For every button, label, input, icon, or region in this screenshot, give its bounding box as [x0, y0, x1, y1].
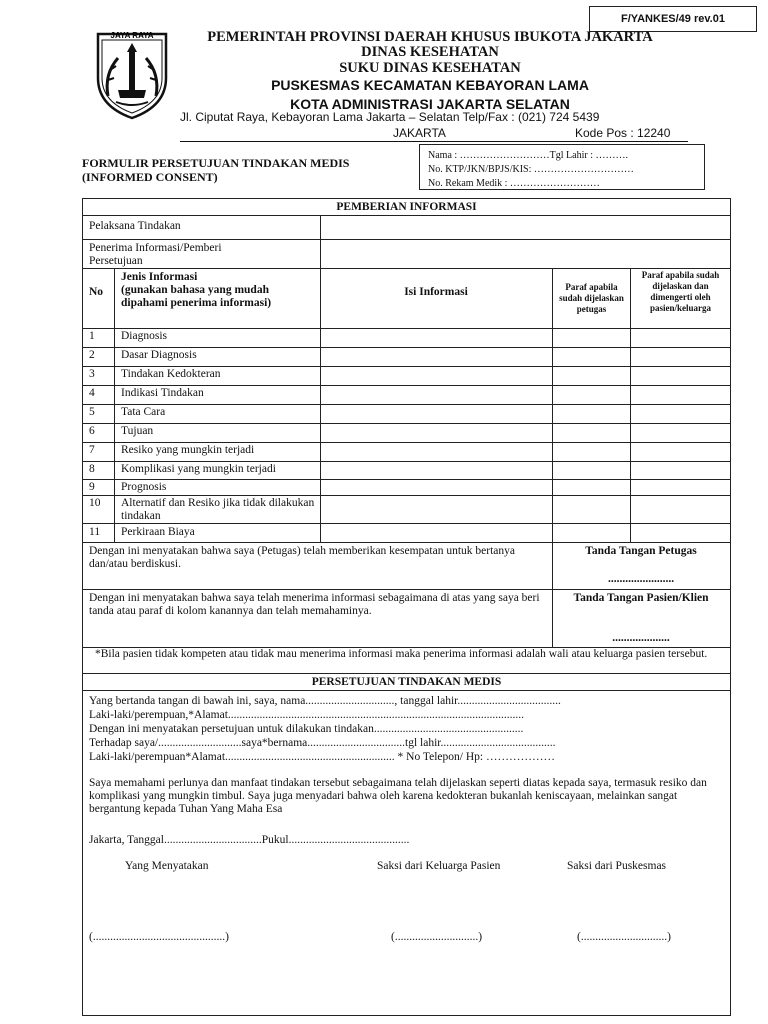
- header-city: JAKARTA: [393, 126, 446, 140]
- ttd-pasien-label: Tanda Tangan Pasien/Klien: [573, 592, 709, 604]
- header-line-1: PEMERINTAH PROVINSI DAERAH KHUSUS IBUKOTA JAKARTA: [207, 29, 653, 45]
- header-line-2: DINAS KESEHATAN: [361, 44, 499, 60]
- consent-line-5[interactable]: Laki-laki/perempuan*Alamat........................................................... * No Telepon/ Hp: ………………: [89, 751, 555, 763]
- row-no: 4: [89, 387, 95, 399]
- logo-text: JAYA RAYA: [110, 31, 154, 40]
- col-jenis-note: (gunakan bahasa yang mudah dipahami penerima informasi): [121, 284, 272, 309]
- header-line-5: KOTA ADMINISTRASI JAKARTA SELATAN: [290, 96, 570, 112]
- form-title: FORMULIR PERSETUJUAN TINDAKAN MEDIS: [82, 156, 350, 170]
- col-no-header: No: [89, 286, 104, 298]
- ttd-petugas-label: Tanda Tangan Petugas: [585, 545, 697, 557]
- row-label-tujuan: Tujuan: [121, 425, 154, 437]
- info-section-title: PEMBERIAN INFORMASI: [336, 201, 477, 213]
- patient-record-field[interactable]: No. Rekam Medik : ………………………: [428, 178, 600, 189]
- consent-section-title: PERSETUJUAN TINDAKAN MEDIS: [311, 676, 502, 688]
- row-label-biaya: Perkiraan Biaya: [121, 526, 195, 538]
- col-isi-header: Isi Informasi: [404, 286, 468, 298]
- header-address: Jl. Ciputat Raya, Kebayoran Lama Jakarta – Selatan Telp/Fax : (021) 724 5439: [180, 110, 600, 124]
- row-no: 1: [89, 330, 95, 342]
- row-no: 7: [89, 444, 95, 456]
- ttd-petugas-line[interactable]: .......................: [607, 573, 675, 585]
- row-no: 8: [89, 463, 95, 475]
- row-no: 2: [89, 349, 95, 361]
- sig-saksi-puskesmas-label: Saksi dari Puskesmas: [567, 860, 667, 872]
- penerima-label: Penerima Informasi/Pemberi Persetujuan: [89, 242, 222, 267]
- date-place-line[interactable]: Jakarta, Tanggal..................................Pukul..........................................: [89, 834, 410, 846]
- row-label-alternatif: Alternatif dan Resiko jika tidak dilakukan tindakan: [121, 497, 315, 522]
- row-no: 5: [89, 406, 95, 418]
- statement-pasien: Dengan ini menyatakan bahwa saya telah menerima informasi sebagaimana di atas yang saya beri tanda atau paraf di kolom kanannya dan telah memahaminya.: [89, 592, 540, 617]
- sig-saksi-keluarga-line[interactable]: (.............................): [391, 931, 483, 943]
- patient-name-field[interactable]: Nama : ………………………Tgl Lahir : ……….: [428, 150, 628, 161]
- consent-line-1[interactable]: Yang bertanda tangan di bawah ini, saya, nama..............................., tanggal lahir....................................: [89, 695, 561, 707]
- patient-ktp-field[interactable]: No. KTP/JKN/BPJS/KIS: …………………………: [428, 164, 634, 175]
- form-subtitle: (INFORMED CONSENT): [82, 170, 218, 184]
- sig-saksi-keluarga-label: Saksi dari Keluarga Pasien: [377, 860, 501, 872]
- pelaksana-field[interactable]: [323, 217, 728, 237]
- col-paraf-pasien-header: Paraf apabila sudah dijelaskan dan dimengerti oleh pasien/keluarga: [641, 270, 720, 313]
- consent-paragraph: Saya memahami perlunya dan manfaat tindakan tersebut sebagaimana telah dijelaskan seperti diatas kepada saya, termasuk resiko dan komplikasi yang mungkin timbul. Saya juga menyadari bahwa oleh karena kedokteran bukanlah keniscayaan, melainkan sangat bergantung kepada Tuhan Yang Maha Esa: [89, 777, 707, 815]
- sig-yang-menyatakan-line[interactable]: (..............................................): [89, 931, 229, 943]
- jaya-raya-logo: [94, 26, 170, 122]
- row-label-indikasi: Indikasi Tindakan: [121, 387, 204, 399]
- form-code: F/YANKES/49 rev.01: [621, 13, 725, 25]
- sig-saksi-puskesmas-line[interactable]: (..............................): [577, 931, 671, 943]
- row-no: 10: [89, 497, 101, 509]
- header-rule: [180, 141, 688, 142]
- row-label-diagnosis: Diagnosis: [121, 330, 167, 342]
- row-label-tindakan: Tindakan Kedokteran: [121, 368, 221, 380]
- consent-line-4[interactable]: Terhadap saya/.............................saya*bernama..................................tgl lahir........................................: [89, 737, 556, 749]
- patient-identity-box: [419, 144, 705, 190]
- consent-line-3[interactable]: Dengan ini menyatakan persetujuan untuk dilakukan tindakan....................................................: [89, 723, 524, 735]
- row-no: 6: [89, 425, 95, 437]
- sig-yang-menyatakan-label: Yang Menyatakan: [125, 860, 209, 872]
- row-label-tata-cara: Tata Cara: [121, 406, 166, 418]
- penerima-field[interactable]: [323, 241, 728, 266]
- header-line-3: SUKU DINAS KESEHATAN: [339, 60, 521, 76]
- row-label-prognosis: Prognosis: [121, 481, 167, 493]
- competence-note: *Bila pasien tidak kompeten atau tidak mau menerima informasi maka penerima informasi adalah wali atau keluarga pasien tersebut.: [95, 648, 708, 660]
- ttd-pasien-line[interactable]: ....................: [612, 632, 670, 644]
- row-no: 3: [89, 368, 95, 380]
- col-paraf-petugas-header: Paraf apabila sudah dijelaskan petugas: [559, 282, 624, 314]
- row-label-komplikasi: Komplikasi yang mungkin terjadi: [121, 463, 276, 475]
- row-no: 9: [89, 481, 95, 493]
- pelaksana-label: Pelaksana Tindakan: [89, 220, 181, 232]
- consent-line-2[interactable]: Laki-laki/perempuan,*Alamat.......................................................................................................: [89, 709, 525, 721]
- row-label-dasar-diagnosis: Dasar Diagnosis: [121, 349, 197, 361]
- statement-petugas: Dengan ini menyatakan bahwa saya (Petugas) telah memberikan kesempatan untuk bertanya dan/atau berdiskusi.: [89, 545, 515, 570]
- consent-form: [82, 198, 731, 1016]
- header-line-4: PUSKESMAS KECAMATAN KEBAYORAN LAMA: [271, 77, 589, 93]
- row-no: 11: [89, 526, 101, 538]
- header-postal: Kode Pos : 12240: [575, 126, 671, 140]
- col-jenis-header: [121, 271, 316, 310]
- row-label-resiko: Resiko yang mungkin terjadi: [121, 444, 255, 456]
- col-jenis-title: Jenis Informasi: [121, 271, 198, 283]
